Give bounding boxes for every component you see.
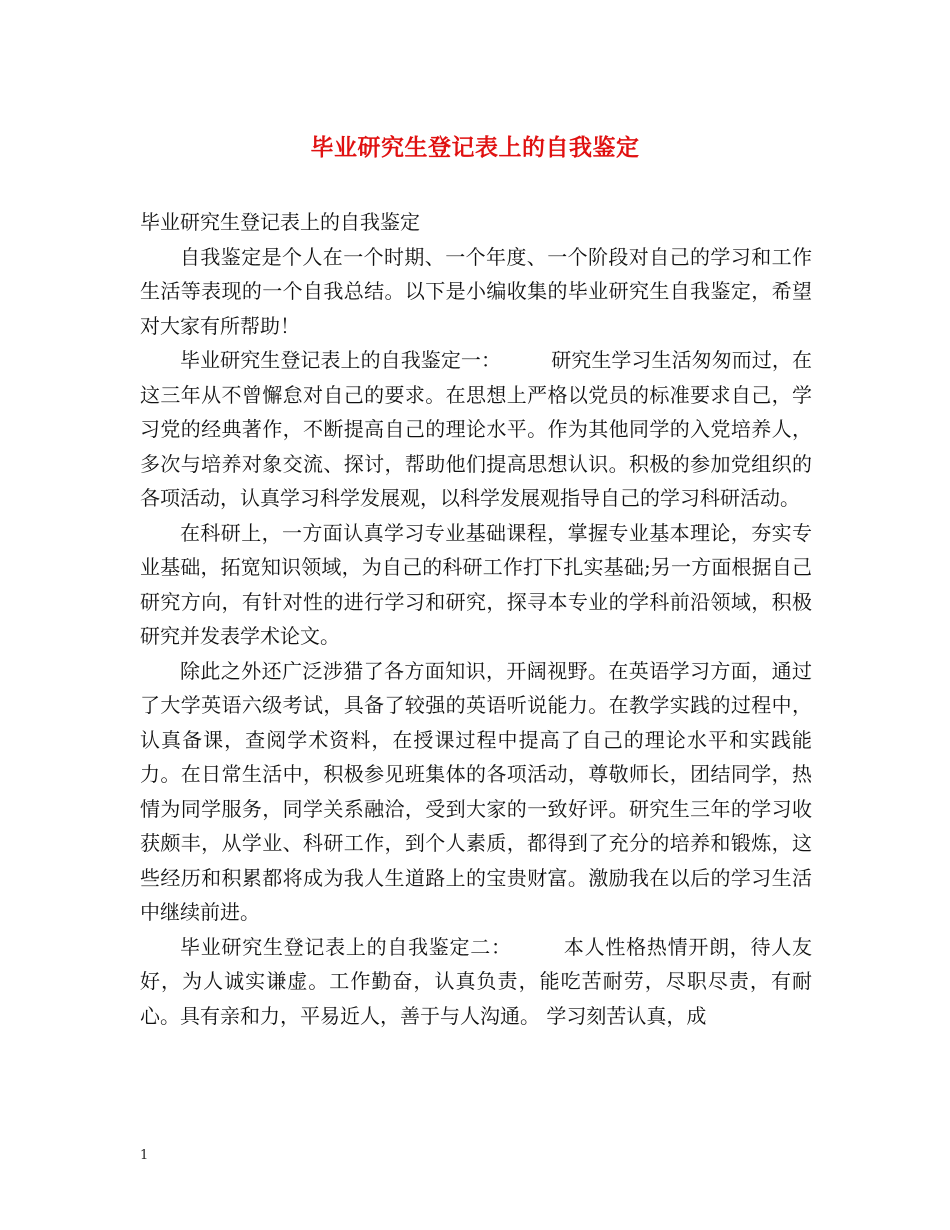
paragraph-heading: 毕业研究生登记表上的自我鉴定	[140, 210, 420, 234]
paragraph-research: 在科研上，一方面认真学习专业基础课程，掌握专业基本理论，夯实专业基础，拓宽知识领域，为自己的科研工作打下扎实基础;另一方面根据自己研究方向，有针对性的进行学习和研究，探寻本专业的学科前沿领域，积极研究并发表学术论文。	[140, 520, 812, 648]
page-number: 1	[140, 1148, 149, 1163]
paragraph-appraisal-one: 毕业研究生登记表上的自我鉴定一： 研究生学习生活匆匆而过，在这三年从不曾懈怠对自己的要求。在思想上严格以党员的标准要求自己，学习党的经典著作，不断提高自己的理论水平。作为其他同学的入党培养人，多次与培养对象交流、探讨，帮助他们提高思想认识。积极的参加党组织的各项活动，认真学习科学发展观，以科学发展观指导自己的学习科研活动。	[140, 348, 812, 510]
paragraph-broad-knowledge: 除此之外还广泛涉猎了各方面知识，开阔视野。在英语学习方面，通过了大学英语六级考试，具备了较强的英语听说能力。在教学实践的过程中，认真备课，查阅学术资料，在授课过程中提高了自己的理论水平和实践能力。在日常生活中，积极参见班集体的各项活动，尊敬师长，团结同学，热情为同学服务，同学关系融洽，受到大家的一致好评。研究生三年的学习收获颇丰，从学业、科研工作，到个人素质，都得到了充分的培养和锻炼，这些经历和积累都将成为我人生道路上的宝贵财富。激励我在以后的学习生活中继续前进。	[140, 658, 812, 924]
paragraph-intro: 自我鉴定是个人在一个时期、一个年度、一个阶段对自己的学习和工作生活等表现的一个自我总结。以下是小编收集的毕业研究生自我鉴定，希望对大家有所帮助！	[140, 244, 812, 338]
paragraph-appraisal-two: 毕业研究生登记表上的自我鉴定二： 本人性格热情开朗，待人友好，为人诚实谦虚。工作勤奋，认真负责，能吃苦耐劳，尽职尽责，有耐心。具有亲和力，平易近人，善于与人沟通。 学习刻苦认真，成	[140, 934, 812, 1028]
document-body	[140, 205, 812, 1033]
document-title: 毕业研究生登记表上的自我鉴定	[310, 134, 640, 161]
